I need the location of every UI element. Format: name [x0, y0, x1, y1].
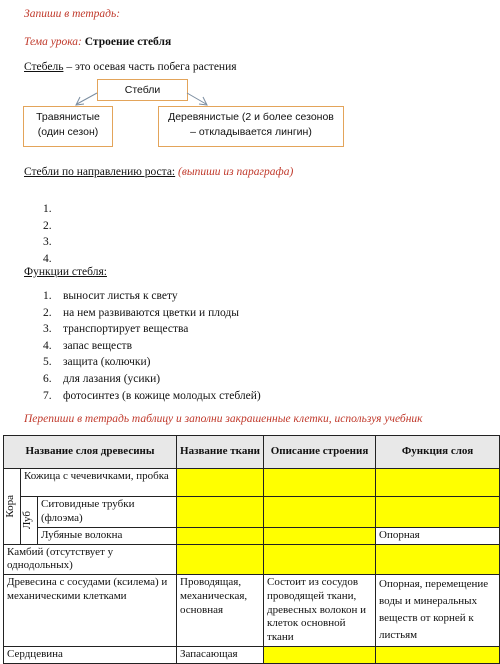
growth-note: (выпиши из параграфа) [178, 166, 294, 178]
function-item: 3. транспортирует вещества [43, 323, 189, 336]
fill-cell[interactable] [264, 544, 376, 575]
cell-lubyanye-func: Опорная [376, 527, 500, 544]
header-layer-name: Название слоя древесины [4, 436, 177, 469]
arrow-right-line [187, 93, 206, 104]
cell-drevesina: Древесина с сосудами (ксилема) и механическими клетками [4, 575, 177, 647]
instruction: Запиши в тетрадь: [24, 8, 121, 20]
function-item: 5. защита (колючки) [43, 356, 151, 369]
table-row [4, 469, 500, 497]
fill-cell[interactable] [177, 469, 264, 497]
fill-cell[interactable] [177, 497, 264, 528]
fill-cell[interactable] [264, 469, 376, 497]
table-row [4, 527, 500, 544]
cell-drevesina-func: Опорная, перемещение воды и минеральных веществ от корней к листьям [376, 575, 500, 647]
group-lub-label: Луб [21, 511, 33, 530]
functions-heading: Функции стебля: [24, 266, 107, 278]
cell-drevesina-opis: Состоит из сосудов проводящей ткани, древесных волокон и клеток основной ткани [264, 575, 376, 647]
function-item: 2. на нем развиваются цветки и плоды [43, 306, 239, 319]
fill-cell[interactable] [264, 527, 376, 544]
cell-drevesina-tkan: Проводящая, механическая, основная [177, 575, 264, 647]
table-row [4, 646, 500, 663]
function-item: 6. для лазания (усики) [43, 372, 161, 385]
fill-cell[interactable] [376, 646, 500, 663]
growth-list [43, 201, 52, 267]
table-row [4, 544, 500, 575]
diagram-left-line1: Травянистые [36, 111, 100, 123]
header-function: Функция слоя [376, 436, 500, 469]
growth-item: 2. [43, 219, 52, 232]
topic-label: Тема урока: [24, 36, 82, 48]
diagram-left-box [23, 106, 113, 147]
diagram-right-line2: – откладывается лингин) [190, 126, 312, 139]
growth-item: 3. [43, 236, 52, 249]
fill-cell[interactable] [264, 646, 376, 663]
group-kora-label: Кора [4, 494, 16, 518]
definition-term: Стебель [24, 61, 64, 73]
growth-item: 4. [43, 252, 52, 265]
growth-item: 1. [43, 203, 52, 215]
fill-cell[interactable] [264, 497, 376, 528]
cell-kozhica: Кожица с чечевичками, пробка [21, 469, 177, 497]
cell-kambiy: Камбий (отсутствует у однодольных) [4, 544, 177, 575]
fill-cell[interactable] [376, 469, 500, 497]
table-header-row [4, 436, 500, 469]
diagram-right-line1: Деревянистые (2 и более сезонов [168, 111, 334, 123]
functions-list [43, 288, 261, 404]
diagram-root-label: Стебли [124, 84, 161, 96]
definition-text: – это осевая часть побега растения [63, 61, 237, 73]
growth-heading: Стебли по направлению роста: [24, 166, 176, 178]
table-row [4, 497, 500, 528]
header-tissue: Название ткани [177, 436, 264, 469]
fill-cell[interactable] [376, 497, 500, 528]
task-instruction: Перепиши в тетрадь таблицу и заполни закрашенные клетки, используя учебник [24, 413, 423, 425]
cell-sitovid: Ситовидные трубки (флоэма) [38, 497, 177, 528]
diagram-right-box [158, 106, 344, 147]
function-item: 1. выносит листья к свету [43, 290, 178, 302]
table-row [4, 575, 500, 647]
cell-serdcevina: Сердцевина [4, 646, 177, 663]
function-item: 7. фотосинтез (в кожице молодых стеблей) [43, 389, 261, 402]
growth-heading-line [24, 166, 293, 178]
topic-title: Строение стебля [84, 36, 172, 48]
diagram-left-line2: (один сезон) [37, 126, 99, 139]
fill-cell[interactable] [177, 527, 264, 544]
group-lub-cell [21, 497, 38, 545]
group-kora-cell [4, 469, 21, 545]
fill-cell[interactable] [177, 544, 264, 575]
arrow-left-line [77, 93, 97, 104]
function-item: 4. запас веществ [43, 339, 133, 352]
header-structure: Описание строения [264, 436, 376, 469]
fill-cell[interactable] [376, 544, 500, 575]
cell-serdcevina-tkan: Запасающая [177, 646, 264, 663]
cell-lubyanye: Лубяные волокна [38, 527, 177, 544]
wood-layers-table [3, 435, 500, 664]
